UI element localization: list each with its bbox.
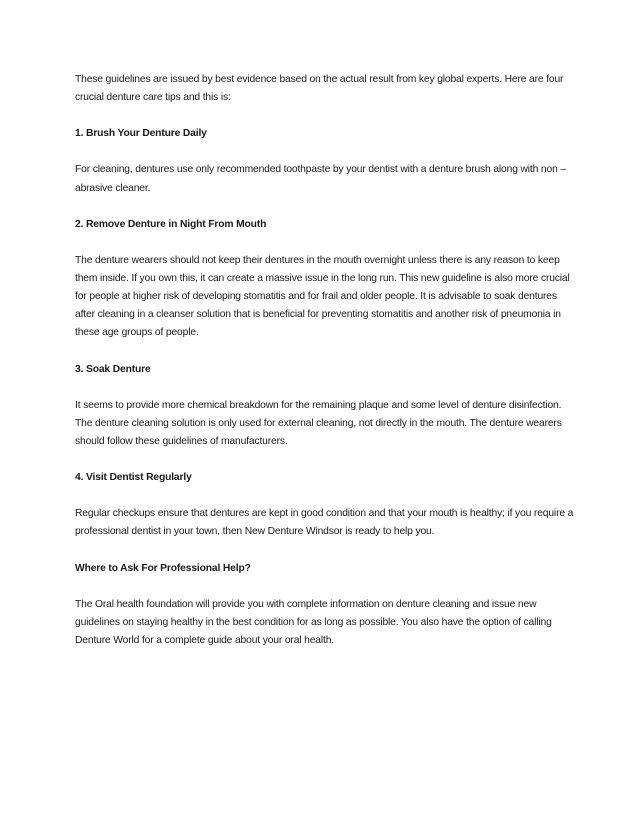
section-body-brush-daily: For cleaning, dentures use only recommended toothpaste by your dentist with a denture brush along with non – abrasive cleaner. — [75, 164, 566, 194]
section-heading-professional-help: Where to Ask For Professional Help? — [75, 562, 251, 574]
section-body-visit-dentist: Regular checkups ensure that dentures are kept in good condition and that your mouth is healthy; if you require a professional dentist in your town, then New Denture Windsor is ready to help you. — [75, 508, 574, 538]
section-body-remove-at-night: The denture wearers should not keep their dentures in the mouth overnight unless there is any reason to keep them inside. If you own this, it can create a massive issue in the long run. This new guideline is also more crucial for people at higher risk of developing stomatitis and for frail and older people. It is advisable to soak dentures after cleaning in a cleanser solution that is beneficial for preventing stomatitis and another risk of pneumonia in these age groups of people. — [75, 254, 570, 339]
section-body-soak-denture: It seems to provide more chemical breakdown for the remaining plaque and some level of denture disinfection. The denture cleaning solution is only used for external cleaning, not directly in the mouth. The denture wearers should follow these guidelines of manufacturers. — [75, 399, 562, 447]
document-page — [75, 71, 575, 668]
intro-paragraph: These guidelines are issued by best evidence based on the actual result from key global experts. Here are four crucial denture care tips and this is: — [75, 74, 564, 104]
section-heading-brush-daily: 1. Brush Your Denture Daily — [75, 128, 207, 140]
section-body-professional-help: The Oral health foundation will provide you with complete information on denture cleaning and issue new guidelines on staying healthy in the best condition for as long as possible. You also have the option of calling Denture World for a complete guide about your oral health. — [75, 598, 552, 646]
section-heading-remove-at-night: 2. Remove Denture in Night From Mouth — [75, 218, 267, 230]
section-heading-soak-denture: 3. Soak Denture — [75, 363, 151, 375]
section-heading-visit-dentist: 4. Visit Dentist Regularly — [75, 472, 192, 484]
